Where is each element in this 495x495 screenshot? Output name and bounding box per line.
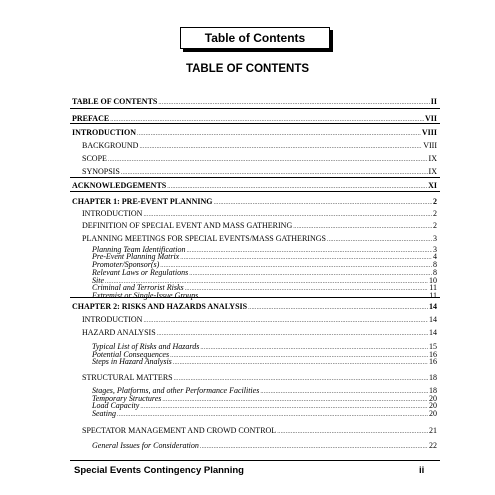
toc-leader-dots bbox=[157, 330, 428, 339]
toc-entry-label: Site bbox=[92, 276, 104, 285]
toc-entry-page: 16 bbox=[429, 350, 437, 359]
toc-entry-label: Pre-Event Planning Matrix bbox=[92, 252, 180, 261]
toc-entry-label: HAZARD ANALYSIS bbox=[82, 328, 156, 337]
toc-leader-dots bbox=[143, 211, 432, 220]
toc-entry-label: Potential Consequences bbox=[92, 350, 170, 359]
toc-leader-dots bbox=[277, 428, 428, 437]
toc-leader-dots bbox=[327, 236, 432, 245]
toc-entry[interactable] bbox=[82, 373, 437, 384]
toc-leader-dots bbox=[137, 130, 421, 139]
toc-entry-page: 20 bbox=[429, 409, 437, 418]
toc-entry-label: PREFACE bbox=[72, 114, 110, 123]
section-divider bbox=[70, 191, 440, 192]
toc-entry-page: 18 bbox=[429, 373, 437, 382]
toc-entry-page: 14 bbox=[429, 315, 437, 324]
toc-entry-page: 21 bbox=[429, 426, 437, 435]
toc-entry-page: 20 bbox=[429, 401, 437, 410]
toc-entry-label: SPECTATOR MANAGEMENT AND CROWD CONTROL bbox=[82, 426, 277, 435]
toc-entry-label: Planning Team Identification bbox=[92, 245, 186, 254]
toc-leader-dots bbox=[214, 199, 432, 208]
toc-entry-page: IX bbox=[428, 154, 437, 163]
toc-entry-label: BACKGROUND bbox=[82, 141, 139, 150]
toc-leader-dots bbox=[174, 375, 428, 384]
toc-entry-label: Extremist or Single-Issue Groups bbox=[92, 291, 199, 300]
footer-document-title: Special Events Contingency Planning bbox=[74, 465, 244, 476]
toc-entry[interactable] bbox=[72, 197, 437, 208]
toc-entry-label: Promoter/Sponsor(s) bbox=[92, 260, 160, 269]
toc-entry-page: 8 bbox=[433, 268, 437, 277]
toc-entry-page: 14 bbox=[429, 302, 437, 311]
toc-entry-page: VIII bbox=[421, 128, 437, 137]
toc-entry-label: DEFINITION OF SPECIAL EVENT AND MASS GATHERING bbox=[82, 221, 293, 230]
toc-entry[interactable] bbox=[92, 357, 437, 368]
header-title: Table of Contents bbox=[204, 31, 306, 45]
toc-entry-page: IX bbox=[428, 167, 437, 176]
toc-entry-label: SCOPE bbox=[82, 154, 107, 163]
toc-entry[interactable] bbox=[72, 302, 437, 313]
section-divider bbox=[70, 177, 440, 178]
toc-entry-label: ACKNOWLEDGEMENTS bbox=[72, 181, 167, 190]
toc-entry-page: 2 bbox=[433, 209, 437, 218]
toc-entry-label: Stages, Platforms, and other Performance Facilities bbox=[92, 386, 260, 395]
section-divider bbox=[70, 108, 440, 109]
toc-leader-dots bbox=[158, 99, 429, 108]
toc-entry[interactable] bbox=[92, 409, 437, 420]
toc-entry-label: Load Capacity bbox=[92, 401, 140, 410]
toc-entry-page: 11 bbox=[429, 291, 437, 300]
toc-entry-page: 2 bbox=[433, 197, 437, 206]
toc-entry-label: Steps in Hazard Analysis bbox=[92, 357, 172, 366]
toc-leader-dots bbox=[173, 359, 428, 368]
toc-entry-label: Relevant Laws or Regulations bbox=[92, 268, 189, 277]
toc-entry[interactable] bbox=[82, 221, 437, 232]
toc-entry[interactable] bbox=[82, 141, 437, 152]
toc-entry-label: CHAPTER 1: PRE-EVENT PLANNING bbox=[72, 197, 213, 206]
toc-entry-label: Criminal and Terrorist Risks bbox=[92, 283, 184, 292]
toc-entry-page: II bbox=[430, 97, 437, 106]
toc-leader-dots bbox=[143, 317, 428, 326]
toc-entry-label: CHAPTER 2: RISKS AND HAZARDS ANALYSIS bbox=[72, 302, 248, 311]
toc-entry-label: Seating bbox=[92, 409, 116, 418]
toc-entry-label: General Issues for Consideration bbox=[92, 441, 199, 450]
toc-entry-page: 4 bbox=[433, 252, 437, 261]
toc-entry-page: 3 bbox=[433, 234, 437, 243]
toc-entry-label: Temporary Structures bbox=[92, 394, 162, 403]
toc-entry-label: SYNOPSIS bbox=[82, 167, 120, 176]
toc-entry-page: VIII bbox=[423, 141, 437, 150]
toc-entry-page: 16 bbox=[429, 357, 437, 366]
toc-leader-dots bbox=[200, 443, 428, 452]
toc-entry-label: INTRODUCTION bbox=[82, 209, 143, 218]
toc-leader-dots bbox=[139, 143, 422, 152]
toc-entry-page: 10 bbox=[429, 276, 437, 285]
toc-entry-page: 18 bbox=[429, 386, 437, 395]
toc-entry-page: 22 bbox=[429, 441, 437, 450]
section-divider bbox=[70, 123, 440, 124]
toc-entry[interactable] bbox=[82, 154, 437, 165]
toc-entry[interactable] bbox=[72, 97, 437, 108]
footer-rule bbox=[70, 460, 440, 461]
toc-entry[interactable] bbox=[82, 328, 437, 339]
toc-entry-page: 3 bbox=[433, 245, 437, 254]
toc-entry-label: PLANNING MEETINGS FOR SPECIAL EVENTS/MASS GATHERINGS bbox=[82, 234, 326, 243]
toc-entry[interactable] bbox=[72, 128, 437, 139]
toc-entry-page: VII bbox=[424, 114, 437, 123]
toc-entry-page: 11 bbox=[429, 283, 437, 292]
footer-page-number: ii bbox=[419, 465, 425, 476]
toc-entry-page: 8 bbox=[433, 260, 437, 269]
section-divider bbox=[70, 297, 440, 298]
toc-entry-label: TABLE OF CONTENTS bbox=[72, 97, 158, 106]
toc-leader-dots bbox=[117, 411, 428, 420]
toc-entry-label: INTRODUCTION bbox=[82, 315, 143, 324]
toc-entry-page: 14 bbox=[429, 328, 437, 337]
toc-entry-page: 2 bbox=[433, 221, 437, 230]
toc-entry-page: 20 bbox=[429, 394, 437, 403]
toc-entry[interactable] bbox=[82, 315, 437, 326]
toc-leader-dots bbox=[293, 223, 432, 232]
toc-entry[interactable] bbox=[82, 426, 437, 437]
toc-entry-page: 15 bbox=[429, 342, 437, 351]
toc-entry-label: STRUCTURAL MATTERS bbox=[82, 373, 173, 382]
toc-entry-label: INTRODUCTION bbox=[72, 128, 137, 137]
toc-entry[interactable] bbox=[82, 209, 437, 220]
toc-entry[interactable] bbox=[82, 234, 437, 245]
toc-entry[interactable] bbox=[92, 441, 437, 452]
toc-entry-label: Typical List of Risks and Hazards bbox=[92, 342, 200, 351]
toc-heading: TABLE OF CONTENTS bbox=[185, 63, 310, 75]
toc-leader-dots bbox=[248, 304, 428, 313]
toc-leader-dots bbox=[108, 156, 428, 165]
toc-entry-page: XI bbox=[428, 181, 437, 190]
